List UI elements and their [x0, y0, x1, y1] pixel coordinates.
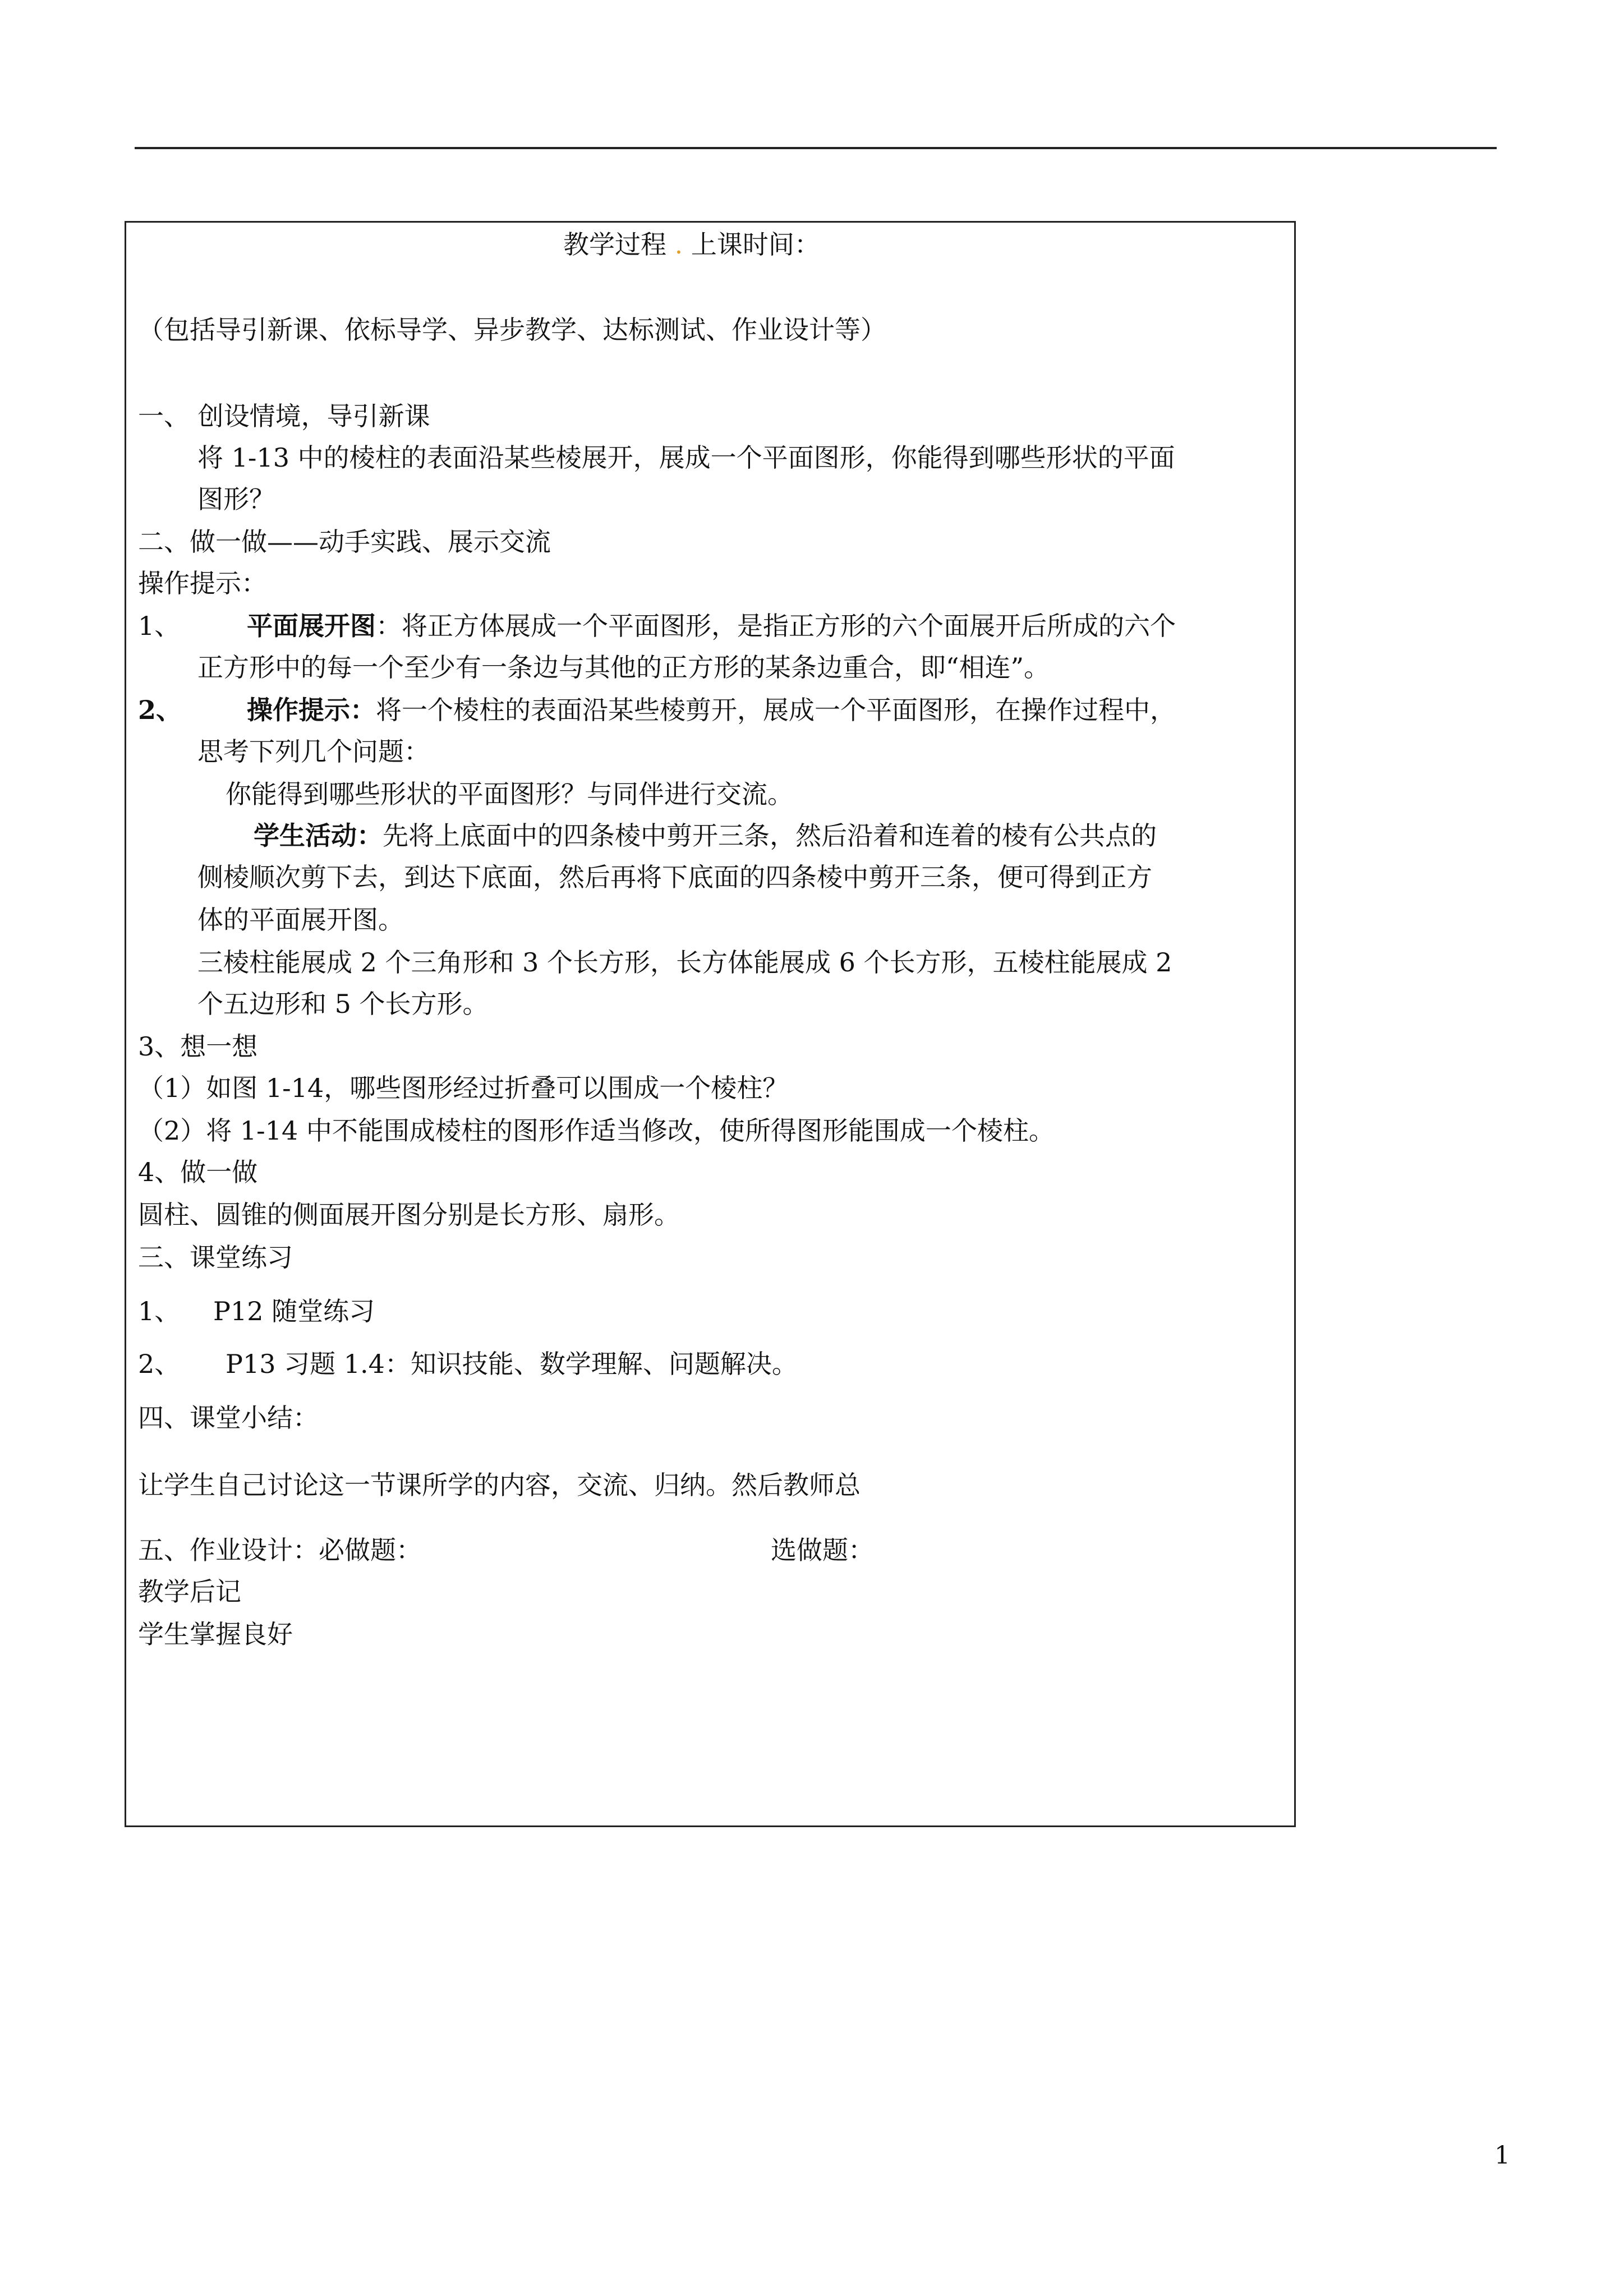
header-rule	[135, 147, 1497, 149]
page-title	[563, 229, 820, 260]
item2-line2: 思考下列几个问题：	[197, 736, 430, 767]
section3-q1: （1）如图 1-14，哪些图形经过折叠可以围成一个棱柱？	[138, 1073, 789, 1103]
section1-heading: 一、 创设情境，导引新课	[138, 401, 430, 431]
section4-text: 圆柱、圆锥的侧面展开图分别是长方形、扇形。	[138, 1200, 680, 1230]
title-part2: 上课时间：	[691, 229, 820, 260]
title-dot: .	[674, 229, 683, 260]
practice-heading: 三、课堂练习	[138, 1242, 293, 1273]
tips-label: 操作提示：	[138, 568, 267, 598]
item1-line2: 正方形中的每一个至少有一条边与其他的正方形的某条边重合，即“相连”。	[197, 652, 1050, 683]
item1-number: 1、	[138, 611, 181, 641]
title-part1: 教学过程	[563, 229, 666, 260]
practice-item2: P13 习题 1.4：知识技能、数学理解、问题解决。	[226, 1349, 798, 1379]
practice-item1-number: 1、	[138, 1296, 181, 1326]
section2-heading: 二、做一做——动手实践、展示交流	[138, 527, 551, 557]
result-line1: 三棱柱能展成 2 个三角形和 3 个长方形，长方体能展成 6 个长方形，五棱柱能展成 2	[197, 947, 1172, 978]
activity-line2: 侧棱顺次剪下去，到达下底面，然后再将下底面的四条棱中剪开三条，便可得到正方	[197, 862, 1152, 892]
summary-heading: 四、课堂小结：	[138, 1403, 319, 1433]
activity-line3: 体的平面展开图。	[197, 905, 404, 935]
item2-line1	[247, 694, 1176, 726]
item1-bold: 平面展开图	[247, 611, 376, 641]
item2-bold: 操作提示：	[247, 695, 376, 725]
homework-optional: 选做题：	[771, 1535, 874, 1565]
item2-text: 将一个棱柱的表面沿某些棱剪开，展成一个平面图形，在操作过程中，	[376, 695, 1176, 725]
section3-q2: （2）将 1-14 中不能围成棱柱的图形作适当修改，使所得图形能围成一个棱柱。	[138, 1115, 1055, 1146]
subtitle: （包括导引新课、依标导学、异步教学、达标测试、作业设计等）	[138, 315, 886, 345]
activity-line1	[254, 820, 1157, 851]
practice-item1: P12 随堂练习	[213, 1296, 375, 1326]
section4-heading: 4、做一做	[138, 1157, 258, 1187]
item2-number: 2、	[138, 695, 182, 725]
notes-text: 学生掌握良好	[138, 1619, 293, 1649]
notes-label: 教学后记	[138, 1576, 241, 1607]
item1-line1	[247, 610, 1176, 642]
section1-line1: 将 1-13 中的棱柱的表面沿某些棱展开，展成一个平面图形，你能得到哪些形状的平面	[197, 442, 1175, 473]
practice-item2-number: 2、	[138, 1349, 181, 1379]
section1-line2: 图形？	[197, 484, 275, 514]
result-line2: 个五边形和 5 个长方形。	[197, 989, 489, 1019]
homework-label: 五、作业设计：必做题：	[138, 1535, 422, 1565]
question-text: 你能得到哪些形状的平面图形？与同伴进行交流。	[226, 779, 793, 809]
activity-bold: 学生活动：	[254, 820, 383, 851]
activity-text: 先将上底面中的四条棱中剪开三条，然后沿着和连着的棱有公共点的	[383, 820, 1157, 851]
page-number: 1	[1494, 2141, 1510, 2170]
section3-heading: 3、想一想	[138, 1031, 258, 1062]
item1-text: ：将正方体展成一个平面图形，是指正方形的六个面展开后所成的六个	[376, 611, 1176, 641]
summary-text: 让学生自己讨论这一节课所学的内容，交流、归纳。然后教师总	[138, 1470, 861, 1500]
